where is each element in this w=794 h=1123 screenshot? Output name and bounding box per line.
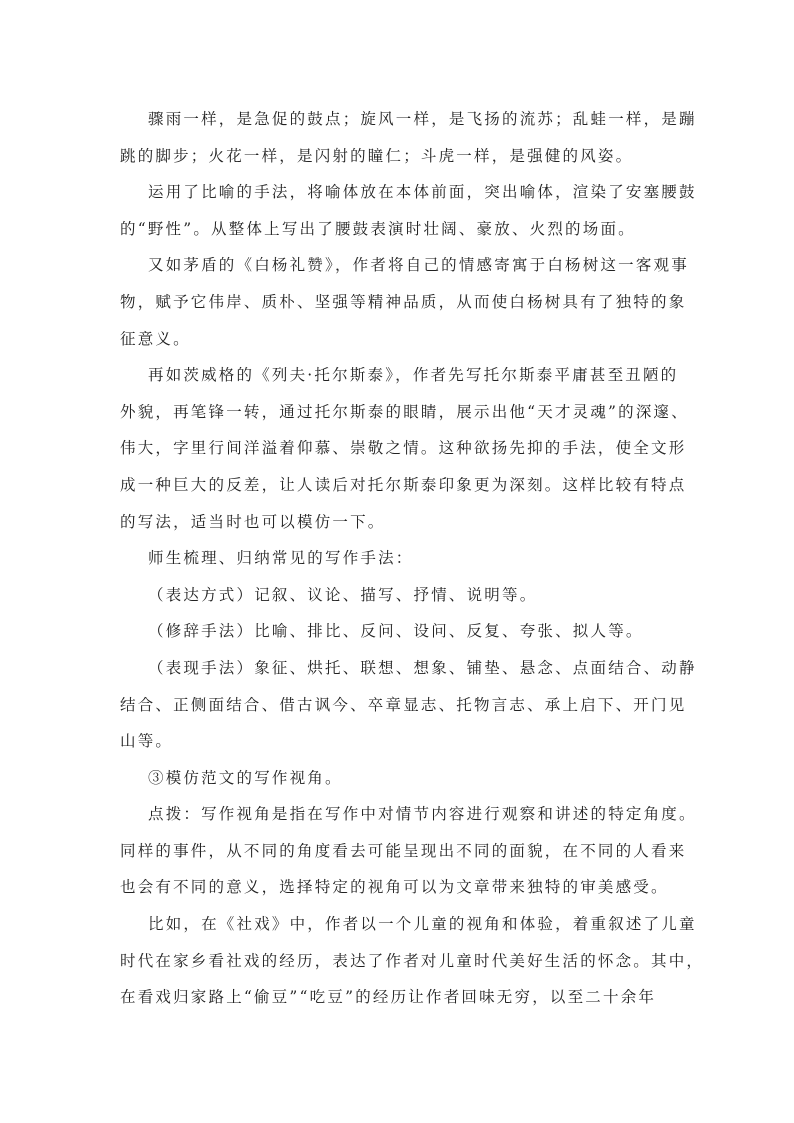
text-line: 点拨：写作视角是指在写作中对情节内容进行观察和讲述的特定角度。 — [148, 805, 697, 824]
text-line: 的“野性”。从整体上写出了腰鼓表演时壮阔、豪放、火烈的场面。 — [120, 219, 636, 238]
text-line: 骤雨一样，是急促的鼓点；旋风一样，是飞扬的流苏；乱蛙一样，是蹦 — [148, 110, 697, 128]
text-line: 的写法，适当时也可以模仿一下。 — [120, 512, 386, 531]
text-line: 外貌，再笔锋一转，通过托尔斯泰的眼睛，展示出他“天才灵魂”的深邃、 — [120, 402, 689, 421]
text-line: 跳的脚步；火花一样，是闪射的瞳仁；斗虎一样，是强健的风姿。 — [120, 146, 634, 165]
body-text — [120, 101, 705, 1016]
text-line: （表达方式）记叙、议论、描写、抒情、说明等。 — [148, 585, 538, 604]
text-line: 时代在家乡看社戏的经历，表达了作者对儿童时代美好生活的怀念。其中， — [120, 951, 705, 970]
text-line: 师生梳理、归纳常见的写作手法： — [148, 549, 414, 568]
text-line: 同样的事件，从不同的角度看去可能呈现出不同的面貌，在不同的人看来 — [120, 841, 687, 860]
text-line: 再如茨威格的《列夫·托尔斯泰》，作者先写托尔斯泰平庸甚至丑陋的 — [148, 366, 679, 385]
text-line: 伟大，字里行间洋溢着仰慕、崇敬之情。这种欲扬先抑的手法，使全文形 — [120, 439, 687, 458]
text-line: 结合、正侧面结合、借古讽今、卒章显志、托物言志、承上启下、开门见 — [120, 695, 687, 714]
text-line: 山等。 — [120, 732, 174, 751]
text-line: 也会有不同的意义，选择特定的视角可以为文章带来独特的审美感受。 — [120, 878, 669, 897]
text-line: （修辞手法）比喻、排比、反问、设问、反复、夸张、拟人等。 — [148, 622, 644, 641]
text-line: 成一种巨大的反差，让人读后对托尔斯泰印象更为深刻。这样比较有特点 — [120, 475, 687, 494]
text-line: 又如茅盾的《白杨礼赞》，作者将自己的情感寄寓于白杨树这一客观事 — [148, 256, 689, 275]
text-line: 比如，在《社戏》中，作者以一个儿童的视角和体验，着重叙述了儿童 — [148, 915, 697, 934]
text-line: ③模仿范文的写作视角。 — [148, 768, 343, 787]
text-line: 征意义。 — [120, 329, 191, 348]
text-line: （表现手法）象征、烘托、联想、想象、铺垫、悬念、点面结合、动静 — [148, 658, 697, 677]
text-line: 在看戏归家路上“偷豆”“吃豆”的经历让作者回味无穷，以至二十余年 — [120, 988, 657, 1007]
text-line: 物，赋予它伟岸、质朴、坚强等精神品质，从而使白杨树具有了独特的象 — [120, 292, 687, 311]
text-line: 运用了比喻的手法，将喻体放在本体前面，突出喻体，渲染了安塞腰鼓 — [148, 183, 697, 202]
